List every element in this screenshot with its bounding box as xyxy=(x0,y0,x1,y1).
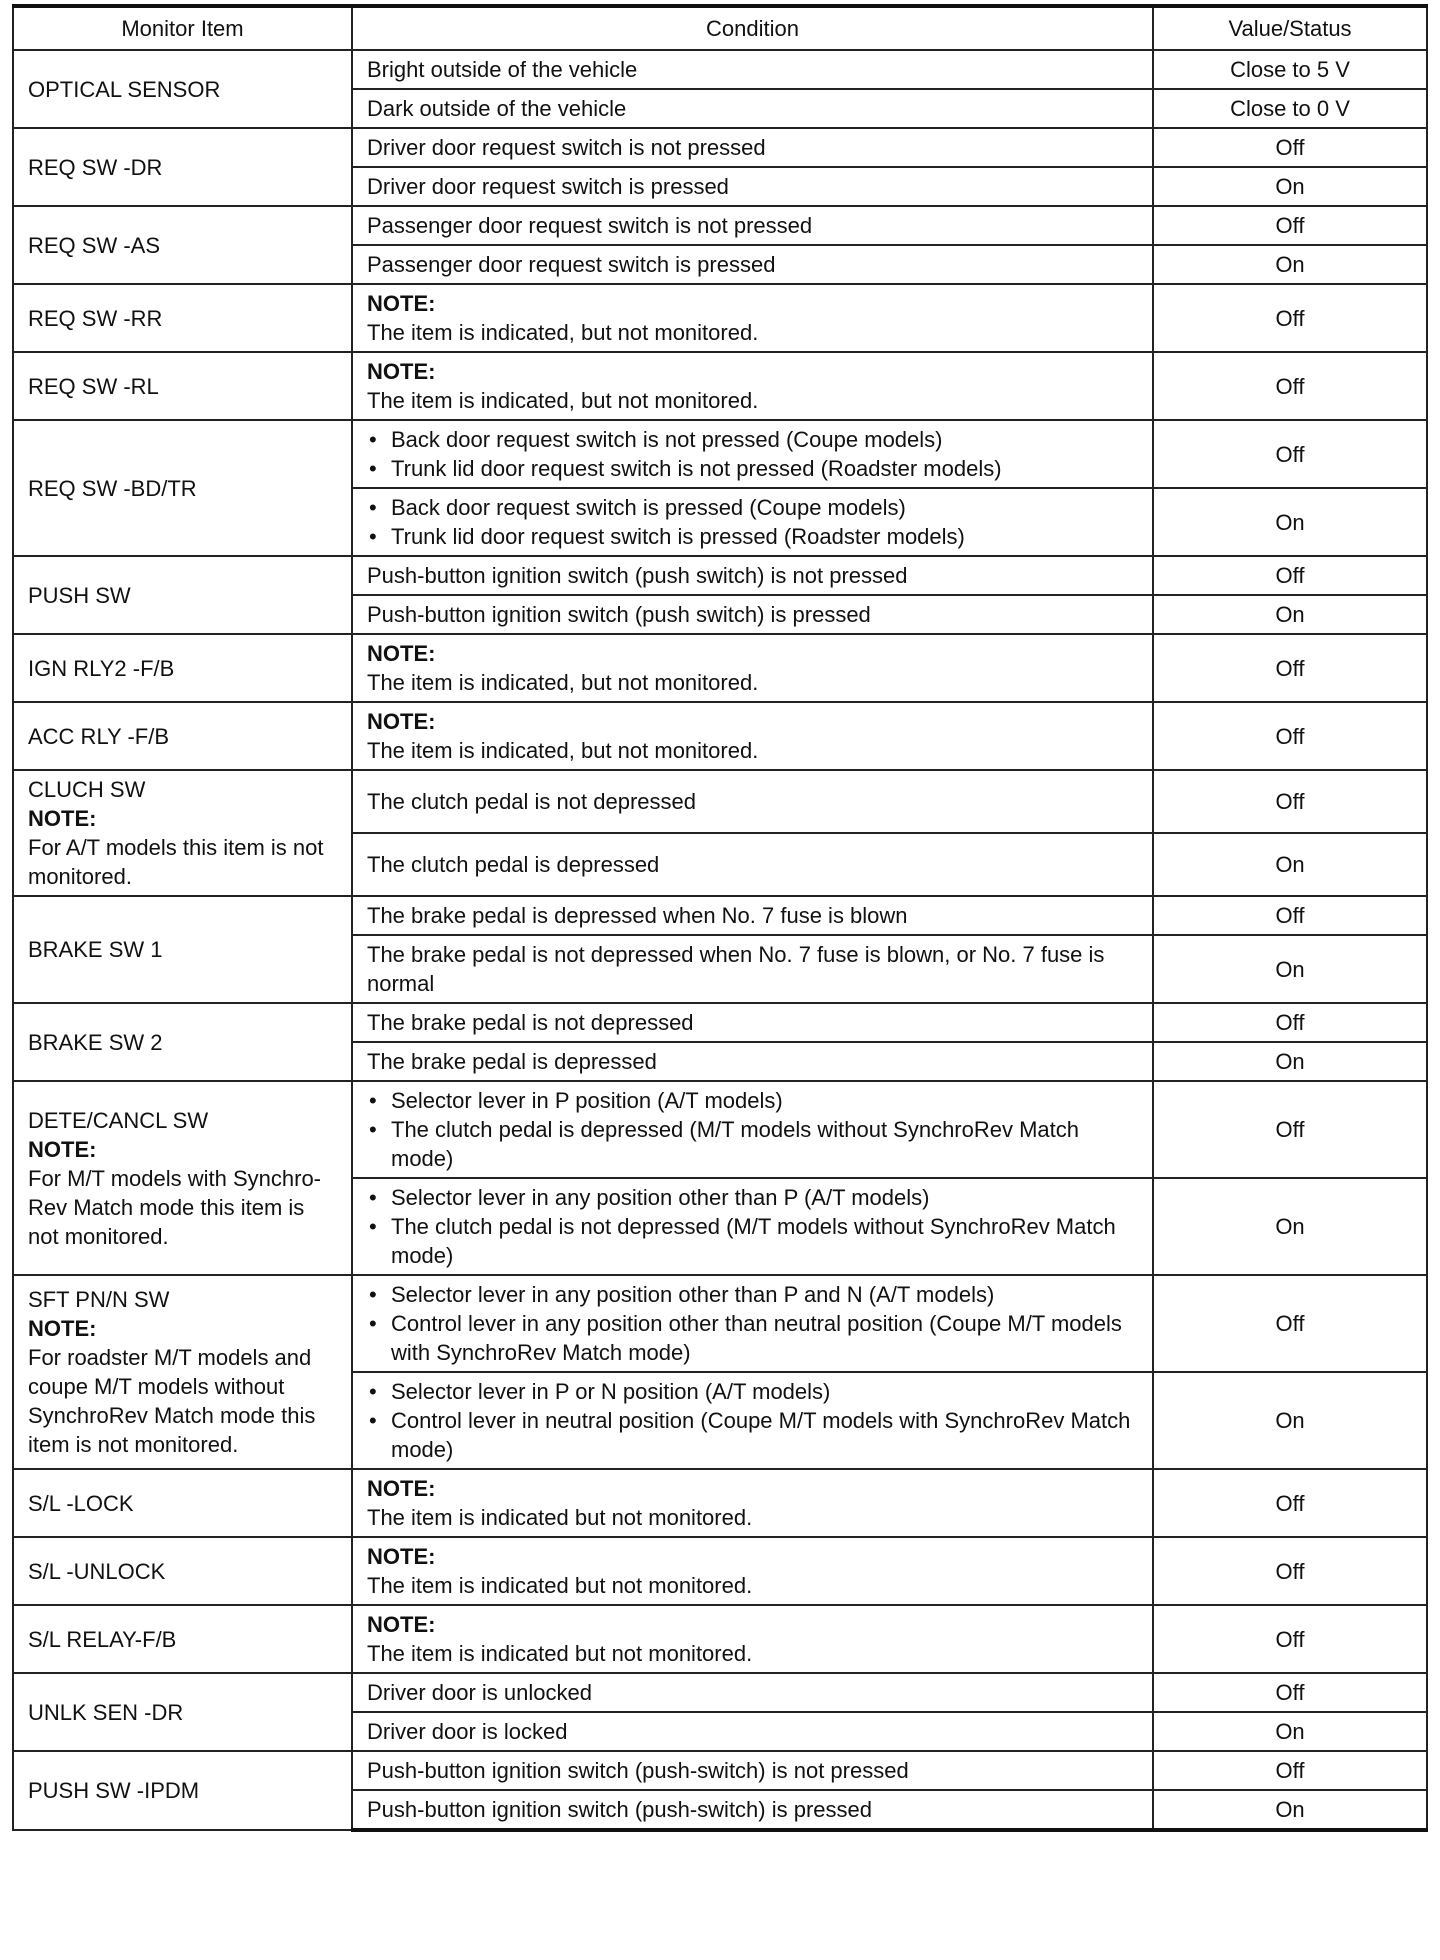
monitor-item-cell xyxy=(13,770,352,896)
condition-text: The item is indicated but not monitored. xyxy=(367,1505,753,1530)
condition-cell xyxy=(352,1469,1153,1537)
value-status-cell: On xyxy=(1153,245,1427,284)
condition-text: The item is indicated, but not monitored. xyxy=(367,670,759,695)
condition-bullet-item: • Trunk lid door request switch is pressed (Roadster models) xyxy=(367,522,1138,551)
monitor-item-note-label: NOTE: xyxy=(28,1316,97,1341)
condition-text: The brake pedal is not depressed xyxy=(367,1010,694,1035)
value-status-cell: On xyxy=(1153,1712,1427,1751)
condition-text: Driver door is unlocked xyxy=(367,1680,592,1705)
condition-cell xyxy=(352,770,1153,833)
condition-cell xyxy=(352,1712,1153,1751)
condition-bullet-list xyxy=(367,1280,1138,1367)
condition-text: Driver door request switch is pressed xyxy=(367,174,729,199)
condition-note-label: NOTE: xyxy=(367,1476,436,1501)
condition-cell xyxy=(352,833,1153,896)
condition-cell xyxy=(352,896,1153,935)
monitor-item-cell xyxy=(13,284,352,352)
condition-cell xyxy=(352,167,1153,206)
monitor-item-note-label: NOTE: xyxy=(28,1136,97,1162)
monitor-item-name: ACC RLY -F/B xyxy=(28,723,169,749)
monitor-item-name: BRAKE SW 2 xyxy=(28,1029,163,1055)
table-row xyxy=(13,284,1427,352)
condition-bullet-item: • Selector lever in P position (A/T models) xyxy=(367,1086,1138,1115)
value-status-cell: On xyxy=(1153,833,1427,896)
condition-text: The clutch pedal is depressed xyxy=(367,852,660,877)
condition-text: The item is indicated but not monitored. xyxy=(367,1573,753,1598)
condition-bullet-item: • Selector lever in any position other than P and N (A/T models) xyxy=(367,1280,1138,1309)
value-status-cell: Off xyxy=(1153,128,1427,167)
monitor-item-cell xyxy=(13,1469,352,1537)
table-row xyxy=(13,1605,1427,1673)
condition-cell xyxy=(352,128,1153,167)
value-status-cell: Off xyxy=(1153,420,1427,488)
table-row xyxy=(13,1751,1427,1790)
condition-cell xyxy=(352,284,1153,352)
condition-cell xyxy=(352,595,1153,634)
monitor-item-name: S/L RELAY-F/B xyxy=(28,1626,177,1652)
value-status-cell: Off xyxy=(1153,206,1427,245)
condition-cell xyxy=(352,935,1153,1003)
table-row xyxy=(13,206,1427,245)
condition-bullet-list xyxy=(367,493,1138,551)
condition-cell xyxy=(352,1537,1153,1605)
condition-cell xyxy=(352,1673,1153,1712)
condition-cell xyxy=(352,89,1153,128)
condition-note-label: NOTE: xyxy=(367,291,436,316)
value-status-cell: On xyxy=(1153,935,1427,1003)
header-condition: Condition xyxy=(352,6,1153,50)
condition-text: Push-button ignition switch (push-switch) is pressed xyxy=(367,1797,873,1822)
condition-bullet-item: • Trunk lid door request switch is not pressed (Roadster models) xyxy=(367,454,1138,483)
condition-text: The brake pedal is not depressed when No. 7 fuse is blown, or No. 7 fuse is normal xyxy=(367,942,1105,996)
condition-cell xyxy=(352,245,1153,284)
monitor-item-name: S/L -UNLOCK xyxy=(28,1558,166,1584)
monitor-item-cell xyxy=(13,1673,352,1751)
table-row xyxy=(13,556,1427,595)
monitor-item-cell xyxy=(13,352,352,420)
value-status-cell: Off xyxy=(1153,702,1427,770)
condition-bullet-item: • Back door request switch is not pressed (Coupe models) xyxy=(367,425,1138,454)
condition-cell xyxy=(352,1751,1153,1790)
condition-text: The item is indicated, but not monitored. xyxy=(367,320,759,345)
value-status-cell: Off xyxy=(1153,634,1427,702)
monitor-item-note-text: For A/T models this item is not monitored. xyxy=(28,835,324,889)
condition-note-label: NOTE: xyxy=(367,359,436,384)
monitor-item-name: REQ SW -DR xyxy=(28,154,163,180)
condition-note-label: NOTE: xyxy=(367,1544,436,1569)
condition-cell xyxy=(352,1790,1153,1830)
condition-text: Push-button ignition switch (push-switch) is not pressed xyxy=(367,1758,909,1783)
table-row xyxy=(13,1275,1427,1372)
monitor-item-cell xyxy=(13,1751,352,1830)
condition-bullet-item: • The clutch pedal is depressed (M/T models without SynchroRev Match mode) xyxy=(367,1115,1138,1173)
condition-bullet-item: • Selector lever in P or N position (A/T models) xyxy=(367,1377,1138,1406)
value-status-cell: Off xyxy=(1153,284,1427,352)
table-row xyxy=(13,352,1427,420)
condition-bullet-item: • Selector lever in any position other than P (A/T models) xyxy=(367,1183,1138,1212)
condition-text: The item is indicated but not monitored. xyxy=(367,1641,753,1666)
monitor-item-name: IGN RLY2 -F/B xyxy=(28,655,175,681)
condition-note-label: NOTE: xyxy=(367,1612,436,1637)
table-header-row xyxy=(13,6,1427,50)
monitor-item-table-page xyxy=(12,4,1426,1832)
condition-text: Driver door is locked xyxy=(367,1719,568,1744)
condition-text: Bright outside of the vehicle xyxy=(367,57,638,82)
table-row xyxy=(13,1537,1427,1605)
condition-bullet-item: • The clutch pedal is not depressed (M/T models without SynchroRev Match mode) xyxy=(367,1212,1138,1270)
condition-cell xyxy=(352,1042,1153,1081)
condition-cell xyxy=(352,420,1153,488)
value-status-cell: On xyxy=(1153,1042,1427,1081)
monitor-item-note-text: For roadster M/T models and coupe M/T models without SynchroRev Match mode this item is not monitored. xyxy=(28,1345,316,1457)
table-body xyxy=(13,50,1427,1830)
value-status-cell: On xyxy=(1153,595,1427,634)
condition-cell xyxy=(352,1275,1153,1372)
condition-text: Push-button ignition switch (push switch) is not pressed xyxy=(367,563,908,588)
condition-note-label: NOTE: xyxy=(367,709,436,734)
monitor-item-cell xyxy=(13,556,352,634)
condition-text: Driver door request switch is not pressed xyxy=(367,135,766,160)
monitor-item-cell xyxy=(13,1003,352,1081)
table-row xyxy=(13,1469,1427,1537)
condition-text: Push-button ignition switch (push switch) is pressed xyxy=(367,602,871,627)
header-value-status: Value/Status xyxy=(1153,6,1427,50)
condition-text: Passenger door request switch is not pressed xyxy=(367,213,813,238)
value-status-cell: Off xyxy=(1153,770,1427,833)
value-status-cell: Off xyxy=(1153,1605,1427,1673)
condition-cell xyxy=(352,1178,1153,1275)
monitor-item-name: UNLK SEN -DR xyxy=(28,1699,184,1725)
value-status-cell: On xyxy=(1153,1178,1427,1275)
condition-bullet-list xyxy=(367,1183,1138,1270)
table-row xyxy=(13,702,1427,770)
condition-text: Dark outside of the vehicle xyxy=(367,96,627,121)
condition-bullet-item: • Control lever in any position other than neutral position (Coupe M/T models with SynchroRev Match mode) xyxy=(367,1309,1138,1367)
condition-cell xyxy=(352,488,1153,556)
monitor-item-cell xyxy=(13,896,352,1003)
condition-text: The brake pedal is depressed when No. 7 fuse is blown xyxy=(367,903,908,928)
value-status-cell: Close to 5 V xyxy=(1153,50,1427,89)
monitor-item-name: OPTICAL SENSOR xyxy=(28,76,221,102)
condition-text: Passenger door request switch is pressed xyxy=(367,252,776,277)
condition-text: The brake pedal is depressed xyxy=(367,1049,657,1074)
table-row xyxy=(13,50,1427,89)
condition-bullet-list xyxy=(367,1086,1138,1173)
monitor-item-name: SFT PN/N SW xyxy=(28,1287,170,1312)
value-status-cell: Off xyxy=(1153,1003,1427,1042)
monitor-item-table xyxy=(12,4,1428,1832)
monitor-item-name: S/L -LOCK xyxy=(28,1490,134,1516)
condition-cell xyxy=(352,1003,1153,1042)
monitor-item-note-label: NOTE: xyxy=(28,806,97,831)
monitor-item-name: DETE/CANCL SW xyxy=(28,1107,209,1133)
condition-text: The item is indicated, but not monitored. xyxy=(367,738,759,763)
condition-bullet-item: • Control lever in neutral position (Coupe M/T models with SynchroRev Match mode) xyxy=(367,1406,1138,1464)
monitor-item-name: BRAKE SW 1 xyxy=(28,937,163,962)
monitor-item-cell xyxy=(13,128,352,206)
monitor-item-name: PUSH SW xyxy=(28,582,131,608)
table-row xyxy=(13,128,1427,167)
condition-cell xyxy=(352,634,1153,702)
monitor-item-name: REQ SW -AS xyxy=(28,232,161,258)
table-row xyxy=(13,896,1427,935)
value-status-cell: Off xyxy=(1153,1469,1427,1537)
table-row xyxy=(13,420,1427,488)
monitor-item-name: REQ SW -BD/TR xyxy=(28,475,197,501)
monitor-item-cell xyxy=(13,1081,352,1275)
value-status-cell: Off xyxy=(1153,1673,1427,1712)
monitor-item-name: CLUCH SW xyxy=(28,777,146,802)
monitor-item-cell xyxy=(13,420,352,556)
condition-cell xyxy=(352,1605,1153,1673)
value-status-cell: Off xyxy=(1153,1751,1427,1790)
table-row xyxy=(13,1003,1427,1042)
value-status-cell: Close to 0 V xyxy=(1153,89,1427,128)
condition-bullet-item: • Back door request switch is pressed (Coupe models) xyxy=(367,493,1138,522)
monitor-item-cell xyxy=(13,702,352,770)
value-status-cell: Off xyxy=(1153,556,1427,595)
value-status-cell: Off xyxy=(1153,352,1427,420)
condition-cell xyxy=(352,50,1153,89)
condition-cell xyxy=(352,702,1153,770)
value-status-cell: Off xyxy=(1153,1081,1427,1178)
condition-text: The clutch pedal is not depressed xyxy=(367,789,696,814)
value-status-cell: On xyxy=(1153,167,1427,206)
condition-bullet-list xyxy=(367,1377,1138,1464)
condition-cell xyxy=(352,352,1153,420)
condition-bullet-list xyxy=(367,425,1138,483)
table-row xyxy=(13,770,1427,833)
value-status-cell: Off xyxy=(1153,1537,1427,1605)
condition-cell xyxy=(352,1372,1153,1469)
monitor-item-name: REQ SW -RL xyxy=(28,373,159,399)
monitor-item-cell xyxy=(13,1537,352,1605)
monitor-item-cell xyxy=(13,1275,352,1469)
monitor-item-name: PUSH SW -IPDM xyxy=(28,1778,200,1803)
condition-cell xyxy=(352,206,1153,245)
value-status-cell: Off xyxy=(1153,896,1427,935)
monitor-item-cell xyxy=(13,634,352,702)
condition-cell xyxy=(352,1081,1153,1178)
monitor-item-name: REQ SW -RR xyxy=(28,305,163,331)
header-monitor-item: Monitor Item xyxy=(13,6,352,50)
table-row xyxy=(13,1081,1427,1178)
value-status-cell: On xyxy=(1153,488,1427,556)
monitor-item-cell xyxy=(13,50,352,128)
condition-note-label: NOTE: xyxy=(367,641,436,666)
table-row xyxy=(13,1673,1427,1712)
table-row xyxy=(13,634,1427,702)
monitor-item-cell xyxy=(13,206,352,284)
value-status-cell: On xyxy=(1153,1372,1427,1469)
condition-cell xyxy=(352,556,1153,595)
value-status-cell: Off xyxy=(1153,1275,1427,1372)
monitor-item-cell xyxy=(13,1605,352,1673)
monitor-item-note-text: For M/T models with Synchro-Rev Match mode this item is not monitored. xyxy=(28,1165,322,1249)
condition-text: The item is indicated, but not monitored. xyxy=(367,388,759,413)
value-status-cell: On xyxy=(1153,1790,1427,1830)
